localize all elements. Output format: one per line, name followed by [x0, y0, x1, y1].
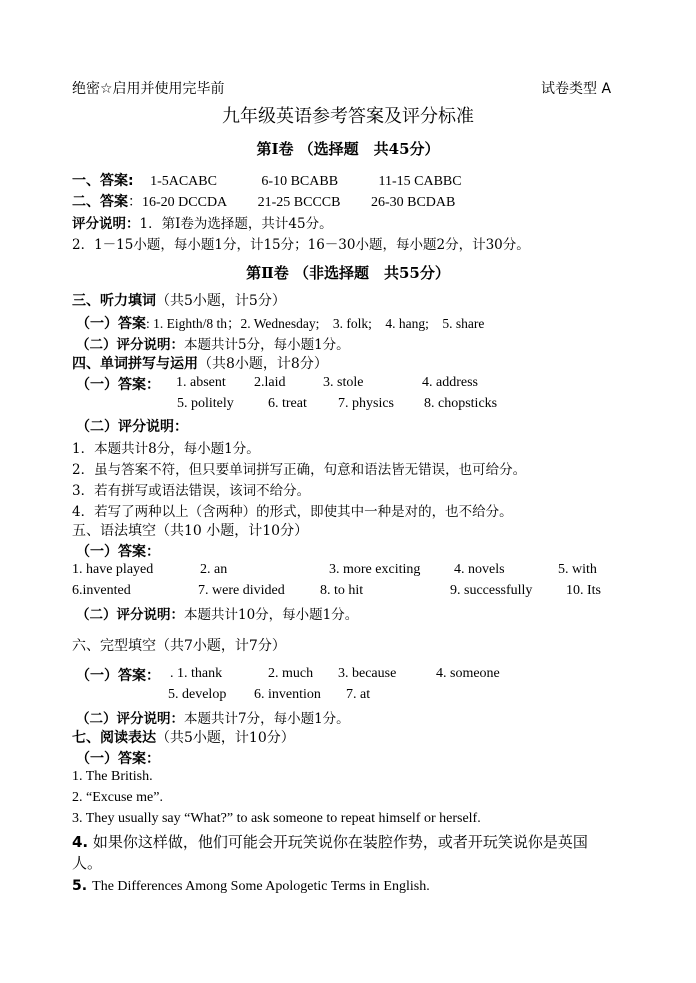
part1-scoring-row: [72, 212, 333, 232]
answer-item: 7. at: [346, 687, 371, 702]
answer-item: 5. with: [558, 562, 597, 577]
section3-answer-row: [76, 312, 484, 333]
section4-title: 四、单词拼写与运用: [72, 356, 198, 372]
answer-text: The Differences Among Some Apologetic Terms in English.: [92, 879, 430, 894]
answer-item: 8. to hit: [320, 583, 364, 598]
scoring-note: 2．1－15小题，每小题1分，计15分；16－30小题，每小题2分，计30分。: [72, 237, 530, 253]
answer-item: 3. more exciting: [329, 562, 421, 577]
section7-count: （共5小题，计10分）: [156, 730, 295, 746]
answer-item: 2. an: [200, 562, 228, 577]
answer-item: 1. absent: [176, 375, 226, 390]
answer-label: （一）答案: [76, 316, 146, 332]
section4-title-row: [72, 353, 328, 373]
scoring-label: （二）评分说明：: [76, 607, 184, 623]
answer-item: 7. physics: [338, 396, 394, 411]
reading-answer-4: [72, 831, 588, 852]
scoring-note: 本题共计10分，每小题1分。: [184, 607, 359, 623]
answer-item: 6. treat: [268, 396, 307, 411]
answer-group: 1-5ACABC: [150, 174, 217, 189]
answer-item: 10. Its: [566, 583, 601, 598]
reading-answer: 3. They usually say “What?” to ask someone to repeat himself or herself.: [72, 811, 481, 826]
answer-item: 7. were divided: [198, 583, 285, 598]
answer-item: 5. politely: [177, 396, 234, 411]
answer-number: 4.: [72, 833, 89, 851]
answer-group: 6-10 BCABB: [261, 174, 339, 189]
section3-title-row: [72, 290, 286, 310]
scoring-note: 2．虽与答案不符，但只要单词拼写正确，句意和语法皆无错误，也可给分。: [72, 462, 527, 478]
scoring-label: 评分说明：: [72, 216, 140, 232]
answer-label: （一）答案：: [76, 668, 160, 684]
scoring-label: （二）评分说明：: [76, 711, 184, 727]
scoring-note: 本题共计5分，每小题1分。: [184, 337, 350, 353]
answer-text-continued: 人。: [72, 854, 103, 872]
section3-title: 三、听力填词: [72, 293, 156, 309]
answer-item: 1. have played: [72, 562, 154, 577]
page-title: 九年级英语参考答案及评分标准: [222, 106, 474, 127]
section6-scoring-row: [76, 707, 350, 727]
scoring-label: （二）评分说明：: [76, 419, 188, 435]
answer-item: 6. invention: [254, 687, 321, 702]
section1-answer-row: [72, 170, 462, 190]
answer-item: 9. successfully: [450, 583, 533, 598]
answer-item: 6.invented: [72, 583, 131, 598]
answer-label: （一）答案：: [76, 544, 160, 560]
section3-answers: : 1. Eighth/8 th；2. Wednesday; 3. folk; 4. hang; 5. share: [146, 316, 485, 331]
answer-item: 2.laid: [254, 375, 286, 390]
paper-type-label: 试卷类型 A: [541, 81, 612, 97]
answer-label: （一）答案：: [76, 377, 160, 393]
section5-scoring-row: [76, 603, 358, 623]
answer-group: ：16-20 DCCDA: [128, 195, 228, 210]
reading-answer: 2. “Excuse me”.: [72, 790, 163, 805]
scoring-note: 1．本题共计8分，每小题1分。: [72, 441, 260, 457]
answer-label: （一）答案：: [76, 751, 160, 767]
answer-item: 4. novels: [454, 562, 505, 577]
confidential-label: 绝密☆启用并使用完毕前: [72, 81, 225, 97]
scoring-note: 1．第Ⅰ卷为选择题，共计45分。: [139, 216, 333, 232]
scoring-note: 本题共计7分，每小题1分。: [184, 711, 350, 727]
section4-count: （共8小题，计8分）: [198, 356, 328, 372]
answer-group: 11-15 CABBC: [378, 174, 462, 189]
scoring-label: （二）评分说明：: [76, 337, 184, 353]
section5-title: 五、语法填空（共10 小题，计10分）: [72, 523, 309, 539]
answer-item: 2. much: [268, 666, 314, 681]
section3-scoring-row: [76, 333, 350, 353]
section7-title-row: [72, 727, 295, 747]
answer-item: 4. address: [422, 375, 478, 390]
section3-count: （共5小题，计5分）: [156, 293, 286, 309]
answer-group: 21-25 BCCCB: [257, 195, 341, 210]
reading-answer: 1. The British.: [72, 769, 153, 784]
answer-item: 3. stole: [323, 375, 364, 390]
part1-heading: 第Ⅰ卷 （选择题 共45分）: [256, 140, 440, 158]
section2-answer-row: [72, 191, 455, 211]
answer-item: 8. chopsticks: [424, 396, 498, 411]
answer-item: . 1. thank: [170, 666, 223, 681]
scoring-note: 4．若写了两种以上（含两种）的形式，即使其中一种是对的，也不给分。: [72, 504, 513, 520]
answer-number: 5.: [72, 878, 88, 894]
scoring-note: 3．若有拼写或语法错误，该词不给分。: [72, 483, 311, 499]
section6-title: 六、完型填空（共7小题，计7分）: [72, 638, 286, 654]
reading-answer-5: [72, 875, 430, 895]
section1-label: 一、答案:: [72, 173, 134, 189]
answer-item: 3. because: [338, 666, 397, 681]
answer-item: 4. someone: [436, 666, 500, 681]
answer-item: 5. develop: [168, 687, 227, 702]
answer-text: 如果你这样做，他们可能会开玩笑说你在装腔作势，或者开玩笑说你是英国: [92, 833, 588, 851]
section2-label: 二、答案: [72, 194, 128, 210]
part2-heading: 第Ⅱ卷 （非选择题 共55分）: [246, 264, 450, 282]
answer-group: 26-30 BCDAB: [370, 195, 456, 210]
section7-title: 七、阅读表达: [72, 730, 156, 746]
